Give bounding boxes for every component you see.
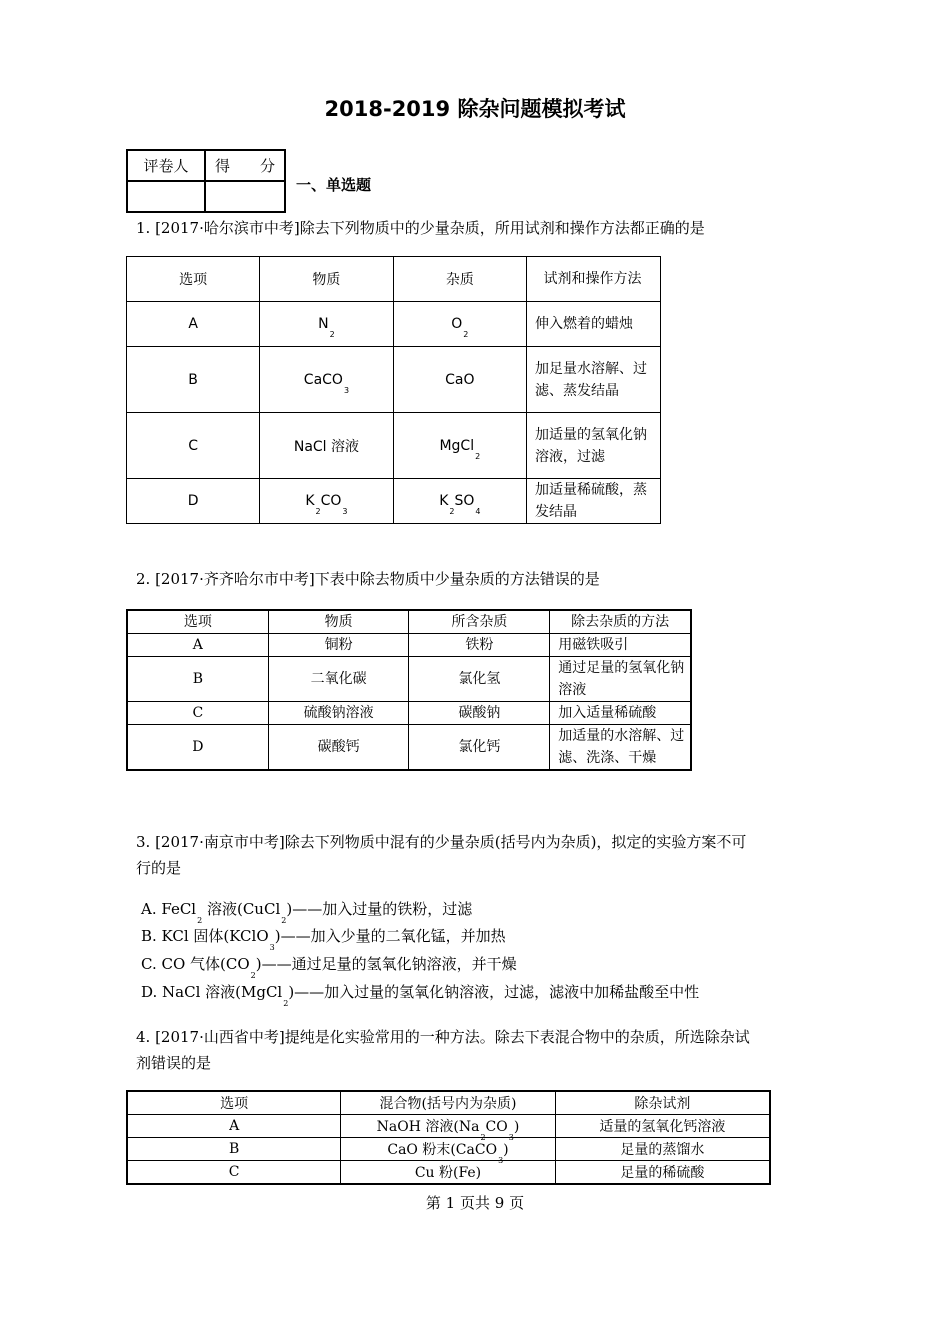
q1-cell [260, 479, 393, 524]
subscript: 2 [480, 1133, 486, 1142]
section-heading: 一、单选题 [296, 176, 372, 194]
q2-header: 物质 [268, 610, 409, 634]
formula: NaCl 溶液 [293, 438, 360, 455]
option-text: )——加入过量的铁粉，过滤 [286, 900, 473, 918]
q2-cell: 通过足量的氢氧化钠溶液 [550, 657, 691, 702]
q2-header: 所含杂质 [409, 610, 550, 634]
q1-cell: D [127, 479, 260, 524]
question-4-stem-line-2: 剂错误的是 [136, 1054, 212, 1072]
q4-cell: 适量的氢氧化钙溶液 [555, 1115, 770, 1138]
q2-cell: A [127, 634, 268, 657]
q4-cell: 足量的稀硫酸 [555, 1161, 770, 1185]
page-title: 2018-2019 除杂问题模拟考试 [324, 97, 626, 121]
q1-header: 选项 [127, 257, 260, 302]
formula: CaO 粉末(CaCO [387, 1142, 498, 1158]
q1-cell: 伸入燃着的蜡烛 [527, 302, 661, 347]
q1-cell: 加足量水溶解、过滤、蒸发结晶 [527, 347, 661, 413]
q2-cell: 加入适量稀硫酸 [550, 702, 691, 725]
reviewer-label: 评卷人 [127, 150, 205, 181]
q2-cell: 碳酸钠 [409, 702, 550, 725]
subscript: 2 [449, 507, 455, 516]
question-4-table [126, 1090, 771, 1185]
option-text: )——通过足量的氢氧化钠溶液，并干燥 [255, 955, 517, 973]
q1-header-text: 试剂和操作方法 [543, 271, 642, 287]
formula: CO [485, 1119, 508, 1135]
option-text: D. NaCl 溶液(MgCl [141, 983, 283, 1001]
q1-cell [393, 302, 526, 347]
option-text: 溶液(CuCl [202, 900, 281, 918]
q4-cell: Cu 粉(Fe) [341, 1161, 555, 1185]
q4-header: 选项 [127, 1091, 341, 1115]
q1-cell: B [127, 347, 260, 413]
subscript: 2 [197, 916, 203, 925]
subscript: 2 [281, 916, 287, 925]
subscript: 3 [342, 507, 348, 516]
option-text: B. KCl 固体(KClO [141, 927, 269, 945]
option-text: A. FeCl [141, 900, 197, 918]
score-box [126, 149, 286, 213]
formula: NaOH 溶液(Na [376, 1119, 480, 1135]
q1-cell [260, 302, 393, 347]
question-1-table [126, 256, 661, 524]
q2-header: 除去杂质的方法 [550, 610, 691, 634]
q1-cell: 加适量稀硫酸，蒸发结晶 [527, 479, 661, 524]
formula: CaO [445, 371, 475, 388]
question-2-stem: 2. [2017·齐齐哈尔市中考]下表中除去物质中少量杂质的方法错误的是 [136, 570, 600, 588]
formula: CO [320, 493, 342, 509]
question-3-stem-line-1: 3. [2017·南京市中考]除去下列物质中混有的少量杂质(括号内为杂质)，拟定的实验方案不可 [136, 833, 747, 851]
formula: K [305, 493, 315, 509]
q3-option-d[interactable] [141, 979, 699, 1008]
question-1-stem: 1. [2017·哈尔滨市中考]除去下列物质中的少量杂质，所用试剂和操作方法都正确的是 [136, 219, 705, 237]
formula: MgCl [439, 437, 475, 454]
q1-cell: 加适量的氢氧化钠溶液，过滤 [527, 413, 661, 479]
subscript: 2 [283, 999, 289, 1008]
subscript: 3 [498, 1156, 504, 1165]
q2-cell: 二氧化碳 [268, 657, 409, 702]
q2-cell: 铁粉 [409, 634, 550, 657]
subscript: 2 [329, 330, 335, 339]
formula: N [318, 316, 329, 332]
q2-cell: 碳酸钙 [268, 725, 409, 771]
score-cell[interactable] [205, 181, 285, 212]
q4-cell [341, 1115, 555, 1142]
subscript: 3 [343, 385, 350, 395]
q1-cell [260, 413, 393, 479]
q4-cell: 足量的蒸馏水 [555, 1138, 770, 1161]
page-footer: 第 1 页共 9 页 [425, 1194, 525, 1212]
score-label: 得 分 [205, 150, 285, 181]
q4-header: 混合物(括号内为杂质) [341, 1091, 555, 1115]
q4-cell [341, 1138, 555, 1165]
option-text: )——加入少量的二氧化锰，并加热 [274, 927, 506, 945]
subscript: 4 [475, 507, 481, 516]
q1-cell [393, 413, 526, 479]
q4-cell: A [127, 1115, 341, 1138]
q2-cell: 氯化氢 [409, 657, 550, 702]
q2-cell: 加适量的水溶解、过滤、洗涤、干燥 [550, 725, 691, 771]
q2-cell: 硫酸钠溶液 [268, 702, 409, 725]
subscript: 2 [475, 451, 481, 461]
formula: ) [513, 1119, 520, 1135]
q1-cell: C [127, 413, 260, 479]
q1-cell: A [127, 302, 260, 347]
q1-header [527, 257, 661, 302]
q2-cell: C [127, 702, 268, 725]
option-text: C. CO 气体(CO [141, 955, 250, 973]
q4-header: 除杂试剂 [555, 1091, 770, 1115]
subscript: 2 [250, 971, 256, 980]
q1-header: 杂质 [393, 257, 526, 302]
formula: K [439, 493, 449, 509]
q4-cell: C [127, 1161, 341, 1185]
q2-cell: 氯化钙 [409, 725, 550, 771]
formula: O [451, 316, 463, 332]
question-4-stem-line-1: 4. [2017·山西省中考]提纯是化实验常用的一种方法。除去下表混合物中的杂质，所选除杂试 [136, 1028, 750, 1046]
reviewer-cell[interactable] [127, 181, 205, 212]
q2-cell: 铜粉 [268, 634, 409, 657]
question-2-table [126, 609, 692, 771]
q3-option-c[interactable] [141, 951, 517, 980]
q1-cell [393, 479, 526, 524]
option-text: )——加入过量的氢氧化钠溶液，过滤，滤液中加稀盐酸至中性 [288, 983, 700, 1001]
formula: SO [454, 493, 475, 509]
subscript: 2 [315, 507, 321, 516]
q4-cell: B [127, 1138, 341, 1161]
question-3-stem-line-2: 行的是 [136, 859, 182, 877]
subscript: 2 [463, 330, 469, 339]
q3-option-a[interactable] [141, 896, 472, 925]
subscript: 3 [508, 1133, 514, 1142]
q2-header: 选项 [127, 610, 268, 634]
q1-cell [393, 347, 526, 413]
formula: CaCO [303, 371, 343, 388]
q2-cell: 用磁铁吸引 [550, 634, 691, 657]
q2-cell: D [127, 725, 268, 771]
formula: ) [503, 1142, 509, 1158]
q3-option-b[interactable] [141, 923, 506, 952]
q2-cell: B [127, 657, 268, 702]
subscript: 3 [269, 943, 275, 952]
q1-header: 物质 [260, 257, 393, 302]
q1-cell [260, 347, 393, 413]
